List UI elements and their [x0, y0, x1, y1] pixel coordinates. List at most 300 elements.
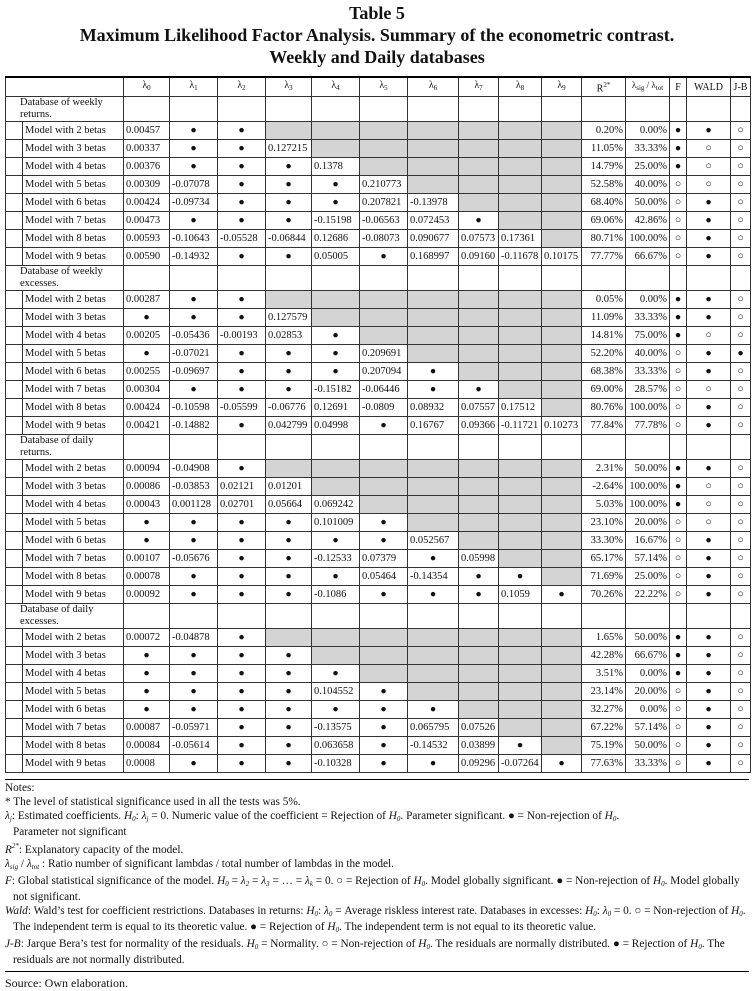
section-blank-cell [731, 435, 751, 460]
jb-test-cell: ○ [731, 737, 751, 755]
r2-cell: 77.77% [582, 248, 626, 266]
lambda0-cell: 0.00084 [124, 737, 170, 755]
lambda5-cell: 0.209691 [360, 345, 408, 363]
r2-cell: 14.79% [582, 158, 626, 176]
ratio-cell: 100.00% [626, 230, 670, 248]
lambda0-cell: 0.00043 [124, 496, 170, 514]
lambda9-cell: ● [542, 755, 582, 773]
lambda4-cell: -0.15182 [312, 381, 360, 399]
shaded-cell [360, 291, 408, 309]
shaded-cell [360, 496, 408, 514]
shaded-cell [542, 381, 582, 399]
shaded-cell [499, 291, 542, 309]
lambda2-cell: 0.02701 [218, 496, 266, 514]
shaded-cell [459, 291, 499, 309]
lambda6-cell: -0.13978 [408, 194, 459, 212]
table-row [6, 496, 751, 514]
f-test-cell: ● [670, 158, 687, 176]
lambda1-cell: ● [170, 532, 218, 550]
lambda0-cell: 0.00107 [124, 550, 170, 568]
model-label: Model with 9 betas [23, 417, 124, 435]
ratio-cell: 0.00% [626, 665, 670, 683]
row-indent [6, 496, 23, 514]
lambda1-cell: ● [170, 683, 218, 701]
shaded-cell [360, 309, 408, 327]
table-row [6, 194, 751, 212]
table-row [6, 550, 751, 568]
row-indent [6, 755, 23, 773]
section-header-row [6, 97, 751, 122]
results-table [5, 76, 751, 773]
model-label: Model with 8 betas [23, 230, 124, 248]
lambda0-cell: 0.00094 [124, 460, 170, 478]
shaded-cell [360, 647, 408, 665]
ratio-cell: 50.00% [626, 629, 670, 647]
ratio-cell: 25.00% [626, 568, 670, 586]
shaded-cell [499, 550, 542, 568]
lambda5-cell: 0.207821 [360, 194, 408, 212]
shaded-cell [360, 629, 408, 647]
jb-test-cell: ○ [731, 399, 751, 417]
lambda4-cell: 0.12691 [312, 399, 360, 417]
section-blank-cell [687, 266, 731, 291]
jb-test-cell: ○ [731, 683, 751, 701]
shaded-cell [499, 122, 542, 140]
lambda2-cell: ● [218, 345, 266, 363]
f-test-cell: ○ [670, 417, 687, 435]
r2-cell: 68.40% [582, 194, 626, 212]
wald-test-cell: ● [687, 291, 731, 309]
model-label: Model with 6 betas [23, 532, 124, 550]
section-label: Database of daily excesses. [6, 604, 124, 629]
jb-test-cell: ○ [731, 755, 751, 773]
lambda1-cell: -0.10598 [170, 399, 218, 417]
shaded-cell [459, 460, 499, 478]
lambda3-cell: ● [266, 568, 312, 586]
lambda2-cell: -0.05599 [218, 399, 266, 417]
lambda5-cell: ● [360, 683, 408, 701]
section-blank-cell [360, 97, 408, 122]
header-lambda1: $\lambda_1$ [170, 77, 218, 97]
lambda5-cell: -0.06563 [360, 212, 408, 230]
lambda1-cell: -0.09697 [170, 363, 218, 381]
row-indent [6, 719, 23, 737]
lambda0-cell: ● [124, 683, 170, 701]
lambda8-cell: -0.07264 [499, 755, 542, 773]
note-lambda: $\lambda_j$: Estimated coefficients. $H_0$: $\lambda_j = 0$. Numeric value of the coefficient = Rejection of $H_0$. Parameter significant. ● = Non-rejection of $H_0$. Parameter not significant [5, 810, 620, 839]
r2-cell: 52.20% [582, 345, 626, 363]
section-blank-cell [626, 97, 670, 122]
shaded-cell [459, 478, 499, 496]
shaded-cell [408, 629, 459, 647]
lambda3-cell: -0.06844 [266, 230, 312, 248]
shaded-cell [542, 194, 582, 212]
jb-test-cell: ○ [731, 363, 751, 381]
lambda5-cell: ● [360, 248, 408, 266]
lambda3-cell: 0.02853 [266, 327, 312, 345]
lambda1-cell: ● [170, 291, 218, 309]
shaded-cell [266, 629, 312, 647]
r2-cell: 65.17% [582, 550, 626, 568]
section-header-row [6, 435, 751, 460]
lambda2-cell: ● [218, 568, 266, 586]
lambda3-cell: ● [266, 381, 312, 399]
lambda2-cell: ● [218, 701, 266, 719]
model-label: Model with 4 betas [23, 496, 124, 514]
wald-test-cell: ○ [687, 496, 731, 514]
wald-test-cell: ● [687, 399, 731, 417]
row-indent [6, 194, 23, 212]
ratio-cell: 57.14% [626, 550, 670, 568]
wald-test-cell: ● [687, 586, 731, 604]
row-indent [6, 176, 23, 194]
shaded-cell [499, 194, 542, 212]
lambda7-cell: 0.05998 [459, 550, 499, 568]
lambda0-cell: 0.00078 [124, 568, 170, 586]
section-blank-cell [312, 435, 360, 460]
table-row [6, 345, 751, 363]
section-blank-cell [408, 435, 459, 460]
shaded-cell [542, 478, 582, 496]
jb-test-cell: ○ [731, 291, 751, 309]
lambda1-cell: ● [170, 586, 218, 604]
shaded-cell [312, 647, 360, 665]
table-row [6, 514, 751, 532]
wald-test-cell: ● [687, 345, 731, 363]
header-lambda7: $\lambda_7$ [459, 77, 499, 97]
model-label: Model with 9 betas [23, 755, 124, 773]
lambda5-cell: -0.06446 [360, 381, 408, 399]
r2-cell: 3.51% [582, 665, 626, 683]
shaded-cell [312, 460, 360, 478]
shaded-cell [542, 291, 582, 309]
shaded-cell [499, 212, 542, 230]
lambda5-cell: ● [360, 586, 408, 604]
section-header-row [6, 266, 751, 291]
shaded-cell [542, 665, 582, 683]
wald-test-cell: ● [687, 737, 731, 755]
section-blank-cell [687, 604, 731, 629]
table-row [6, 586, 751, 604]
lambda3-cell: -0.06776 [266, 399, 312, 417]
section-blank-cell [731, 266, 751, 291]
shaded-cell [360, 460, 408, 478]
shaded-cell [542, 176, 582, 194]
row-indent [6, 683, 23, 701]
lambda3-cell: ● [266, 248, 312, 266]
shaded-cell [360, 158, 408, 176]
lambda4-cell: -0.15198 [312, 212, 360, 230]
jb-test-cell: ○ [731, 586, 751, 604]
lambda6-cell: 0.16767 [408, 417, 459, 435]
jb-test-cell: ○ [731, 478, 751, 496]
table-row [6, 532, 751, 550]
header-lambda3: $\lambda_3$ [266, 77, 312, 97]
lambda0-cell: 0.00424 [124, 399, 170, 417]
f-test-cell: ○ [670, 719, 687, 737]
lambda4-cell: -0.12533 [312, 550, 360, 568]
shaded-cell [459, 496, 499, 514]
lambda4-cell: 0.104552 [312, 683, 360, 701]
lambda0-cell: 0.00590 [124, 248, 170, 266]
shaded-cell [499, 345, 542, 363]
wald-test-cell: ● [687, 665, 731, 683]
shaded-cell [408, 665, 459, 683]
wald-test-cell: ○ [687, 514, 731, 532]
ratio-cell: 57.14% [626, 719, 670, 737]
section-blank-cell [499, 266, 542, 291]
row-indent [6, 478, 23, 496]
section-blank-cell [670, 604, 687, 629]
r2-cell: 14.81% [582, 327, 626, 345]
lambda1-cell: -0.05436 [170, 327, 218, 345]
shaded-cell [542, 309, 582, 327]
lambda2-cell: ● [218, 291, 266, 309]
shaded-cell [459, 140, 499, 158]
ratio-cell: 20.00% [626, 514, 670, 532]
ratio-cell: 100.00% [626, 478, 670, 496]
shaded-cell [542, 514, 582, 532]
lambda1-cell: 0.001128 [170, 496, 218, 514]
lambda2-cell: -0.05528 [218, 230, 266, 248]
lambda3-cell: ● [266, 532, 312, 550]
lambda1-cell: ● [170, 665, 218, 683]
lambda2-cell: ● [218, 417, 266, 435]
section-blank-cell [124, 97, 170, 122]
row-indent [6, 586, 23, 604]
model-label: Model with 9 betas [23, 248, 124, 266]
lambda0-cell: 0.00421 [124, 417, 170, 435]
lambda0-cell: ● [124, 701, 170, 719]
lambda5-cell: -0.08073 [360, 230, 408, 248]
lambda4-cell: ● [312, 665, 360, 683]
model-label: Model with 4 betas [23, 327, 124, 345]
shaded-cell [542, 363, 582, 381]
shaded-cell [266, 122, 312, 140]
shaded-cell [408, 291, 459, 309]
shaded-cell [542, 122, 582, 140]
wald-test-cell: ● [687, 629, 731, 647]
f-test-cell: ● [670, 291, 687, 309]
r2-cell: 69.00% [582, 381, 626, 399]
row-indent [6, 514, 23, 532]
lambda1-cell: -0.07078 [170, 176, 218, 194]
lambda5-cell: ● [360, 532, 408, 550]
lambda6-cell: -0.14532 [408, 737, 459, 755]
section-blank-cell [459, 97, 499, 122]
f-test-cell: ○ [670, 176, 687, 194]
model-label: Model with 3 betas [23, 647, 124, 665]
lambda0-cell: 0.00457 [124, 122, 170, 140]
lambda1-cell: ● [170, 701, 218, 719]
jb-test-cell: ○ [731, 212, 751, 230]
section-blank-cell [582, 266, 626, 291]
f-test-cell: ○ [670, 248, 687, 266]
lambda7-cell: 0.07526 [459, 719, 499, 737]
note-wald: Wald: Wald’s test for coefficient restrictions. Databases in returns: $H_0$: $\lambda_0$ = Average riskless interest rate. Databases in excesses: $H_0$: $\lambda_0 = 0$. ○ = Non-rejection of $H_0$. The independent term is equal to its theoretic value. ● = Rejection of $H_0$. The independent term is not equal to its theoretic value. [5, 905, 746, 935]
lambda4-cell: 0.05005 [312, 248, 360, 266]
row-indent [6, 381, 23, 399]
model-label: Model with 7 betas [23, 381, 124, 399]
shaded-cell [499, 647, 542, 665]
wald-test-cell: ○ [687, 327, 731, 345]
lambda2-cell: ● [218, 737, 266, 755]
jb-test-cell: ○ [731, 568, 751, 586]
shaded-cell [542, 683, 582, 701]
header-lambda0: $\lambda_0$ [124, 77, 170, 97]
f-test-cell: ○ [670, 212, 687, 230]
shaded-cell [408, 460, 459, 478]
table-row [6, 701, 751, 719]
table-row [6, 399, 751, 417]
section-header-row [6, 604, 751, 629]
ratio-cell: 50.00% [626, 460, 670, 478]
wald-test-cell: ○ [687, 176, 731, 194]
lambda0-cell: ● [124, 514, 170, 532]
lambda9-cell: ● [542, 586, 582, 604]
shaded-cell [408, 514, 459, 532]
lambda6-cell: 0.168997 [408, 248, 459, 266]
shaded-cell [499, 363, 542, 381]
lambda0-cell: ● [124, 345, 170, 363]
section-blank-cell [670, 266, 687, 291]
lambda6-cell: 0.052567 [408, 532, 459, 550]
table-row [6, 291, 751, 309]
lambda8-cell: 0.1059 [499, 586, 542, 604]
lambda5-cell: 0.05464 [360, 568, 408, 586]
header-lambda6: $\lambda_6$ [408, 77, 459, 97]
table-row [6, 629, 751, 647]
lambda2-cell: ● [218, 176, 266, 194]
lambda1-cell: ● [170, 122, 218, 140]
table-row [6, 140, 751, 158]
wald-test-cell: ● [687, 194, 731, 212]
lambda3-cell: 0.127579 [266, 309, 312, 327]
table-body [6, 97, 751, 773]
lambda2-cell: ● [218, 140, 266, 158]
wald-test-cell: ● [687, 460, 731, 478]
table-row [6, 381, 751, 399]
shaded-cell [408, 478, 459, 496]
ratio-cell: 66.67% [626, 248, 670, 266]
model-label: Model with 2 betas [23, 460, 124, 478]
shaded-cell [542, 629, 582, 647]
table-row [6, 755, 751, 773]
row-indent [6, 345, 23, 363]
section-blank-cell [408, 266, 459, 291]
lambda0-cell: ● [124, 647, 170, 665]
lambda3-cell: 0.127215 [266, 140, 312, 158]
model-label: Model with 2 betas [23, 291, 124, 309]
row-indent [6, 140, 23, 158]
table-title-block [0, 0, 754, 68]
lambda1-cell: -0.05676 [170, 550, 218, 568]
notes-section [5, 779, 749, 967]
note-f: F: Global statistical significance of the model. $H_0 = \lambda_2 = \lambda_3$ = … = $\lambda_k = 0$. ○ = Rejection of $H_0$. Model globally significant. ● = Non-rejection of $H_0$. Model globally not significant. [5, 875, 740, 904]
lambda3-cell: ● [266, 737, 312, 755]
header-r2: $R^{2*}$ [582, 77, 626, 97]
shaded-cell [542, 496, 582, 514]
ratio-cell: 40.00% [626, 345, 670, 363]
lambda0-cell: ● [124, 532, 170, 550]
wald-test-cell: ● [687, 683, 731, 701]
shaded-cell [312, 629, 360, 647]
lambda3-cell: ● [266, 194, 312, 212]
shaded-cell [542, 460, 582, 478]
shaded-cell [499, 719, 542, 737]
lambda5-cell: ● [360, 719, 408, 737]
lambda8-cell: 0.17512 [499, 399, 542, 417]
table-row [6, 647, 751, 665]
lambda6-cell: ● [408, 755, 459, 773]
section-blank-cell [542, 435, 582, 460]
section-blank-cell [218, 266, 266, 291]
ratio-cell: 33.33% [626, 755, 670, 773]
lambda2-cell: ● [218, 719, 266, 737]
shaded-cell [408, 683, 459, 701]
section-blank-cell [626, 266, 670, 291]
wald-test-cell: ○ [687, 381, 731, 399]
lambda1-cell: -0.09734 [170, 194, 218, 212]
table-number: Table 5 [349, 3, 405, 23]
table-title: Maximum Likelihood Factor Analysis. Summary of the econometric contrast. [79, 25, 675, 45]
ratio-cell: 75.00% [626, 327, 670, 345]
model-label: Model with 2 betas [23, 122, 124, 140]
section-blank-cell [170, 604, 218, 629]
row-indent [6, 248, 23, 266]
section-blank-cell [218, 604, 266, 629]
wald-test-cell: ● [687, 309, 731, 327]
section-label: Database of daily returns. [6, 435, 124, 460]
f-test-cell: ● [670, 309, 687, 327]
lambda2-cell: ● [218, 309, 266, 327]
shaded-cell [459, 345, 499, 363]
model-label: Model with 5 betas [23, 683, 124, 701]
jb-test-cell: ○ [731, 327, 751, 345]
lambda3-cell: ● [266, 701, 312, 719]
lambda8-cell: 0.17361 [499, 230, 542, 248]
lambda4-cell: ● [312, 194, 360, 212]
wald-test-cell: ● [687, 212, 731, 230]
r2-cell: 80.76% [582, 399, 626, 417]
f-test-cell: ○ [670, 363, 687, 381]
row-indent [6, 460, 23, 478]
lambda2-cell: ● [218, 212, 266, 230]
section-label: Database of weekly excesses. [6, 266, 124, 291]
model-label: Model with 5 betas [23, 345, 124, 363]
shaded-cell [266, 460, 312, 478]
lambda6-cell: ● [408, 381, 459, 399]
lambda6-cell: 0.090677 [408, 230, 459, 248]
ratio-cell: 0.00% [626, 701, 670, 719]
lambda0-cell: 0.00205 [124, 327, 170, 345]
jb-test-cell: ○ [731, 194, 751, 212]
lambda0-cell: 0.00593 [124, 230, 170, 248]
lambda4-cell: -0.10328 [312, 755, 360, 773]
f-test-cell: ○ [670, 194, 687, 212]
f-test-cell: ○ [670, 683, 687, 701]
table-row [6, 158, 751, 176]
model-label: Model with 3 betas [23, 309, 124, 327]
lambda7-cell: ● [459, 568, 499, 586]
shaded-cell [408, 496, 459, 514]
r2-cell: -2.64% [582, 478, 626, 496]
r2-cell: 71.69% [582, 568, 626, 586]
lambda3-cell: ● [266, 345, 312, 363]
shaded-cell [408, 647, 459, 665]
lambda5-cell: ● [360, 755, 408, 773]
lambda0-cell: 0.00473 [124, 212, 170, 230]
